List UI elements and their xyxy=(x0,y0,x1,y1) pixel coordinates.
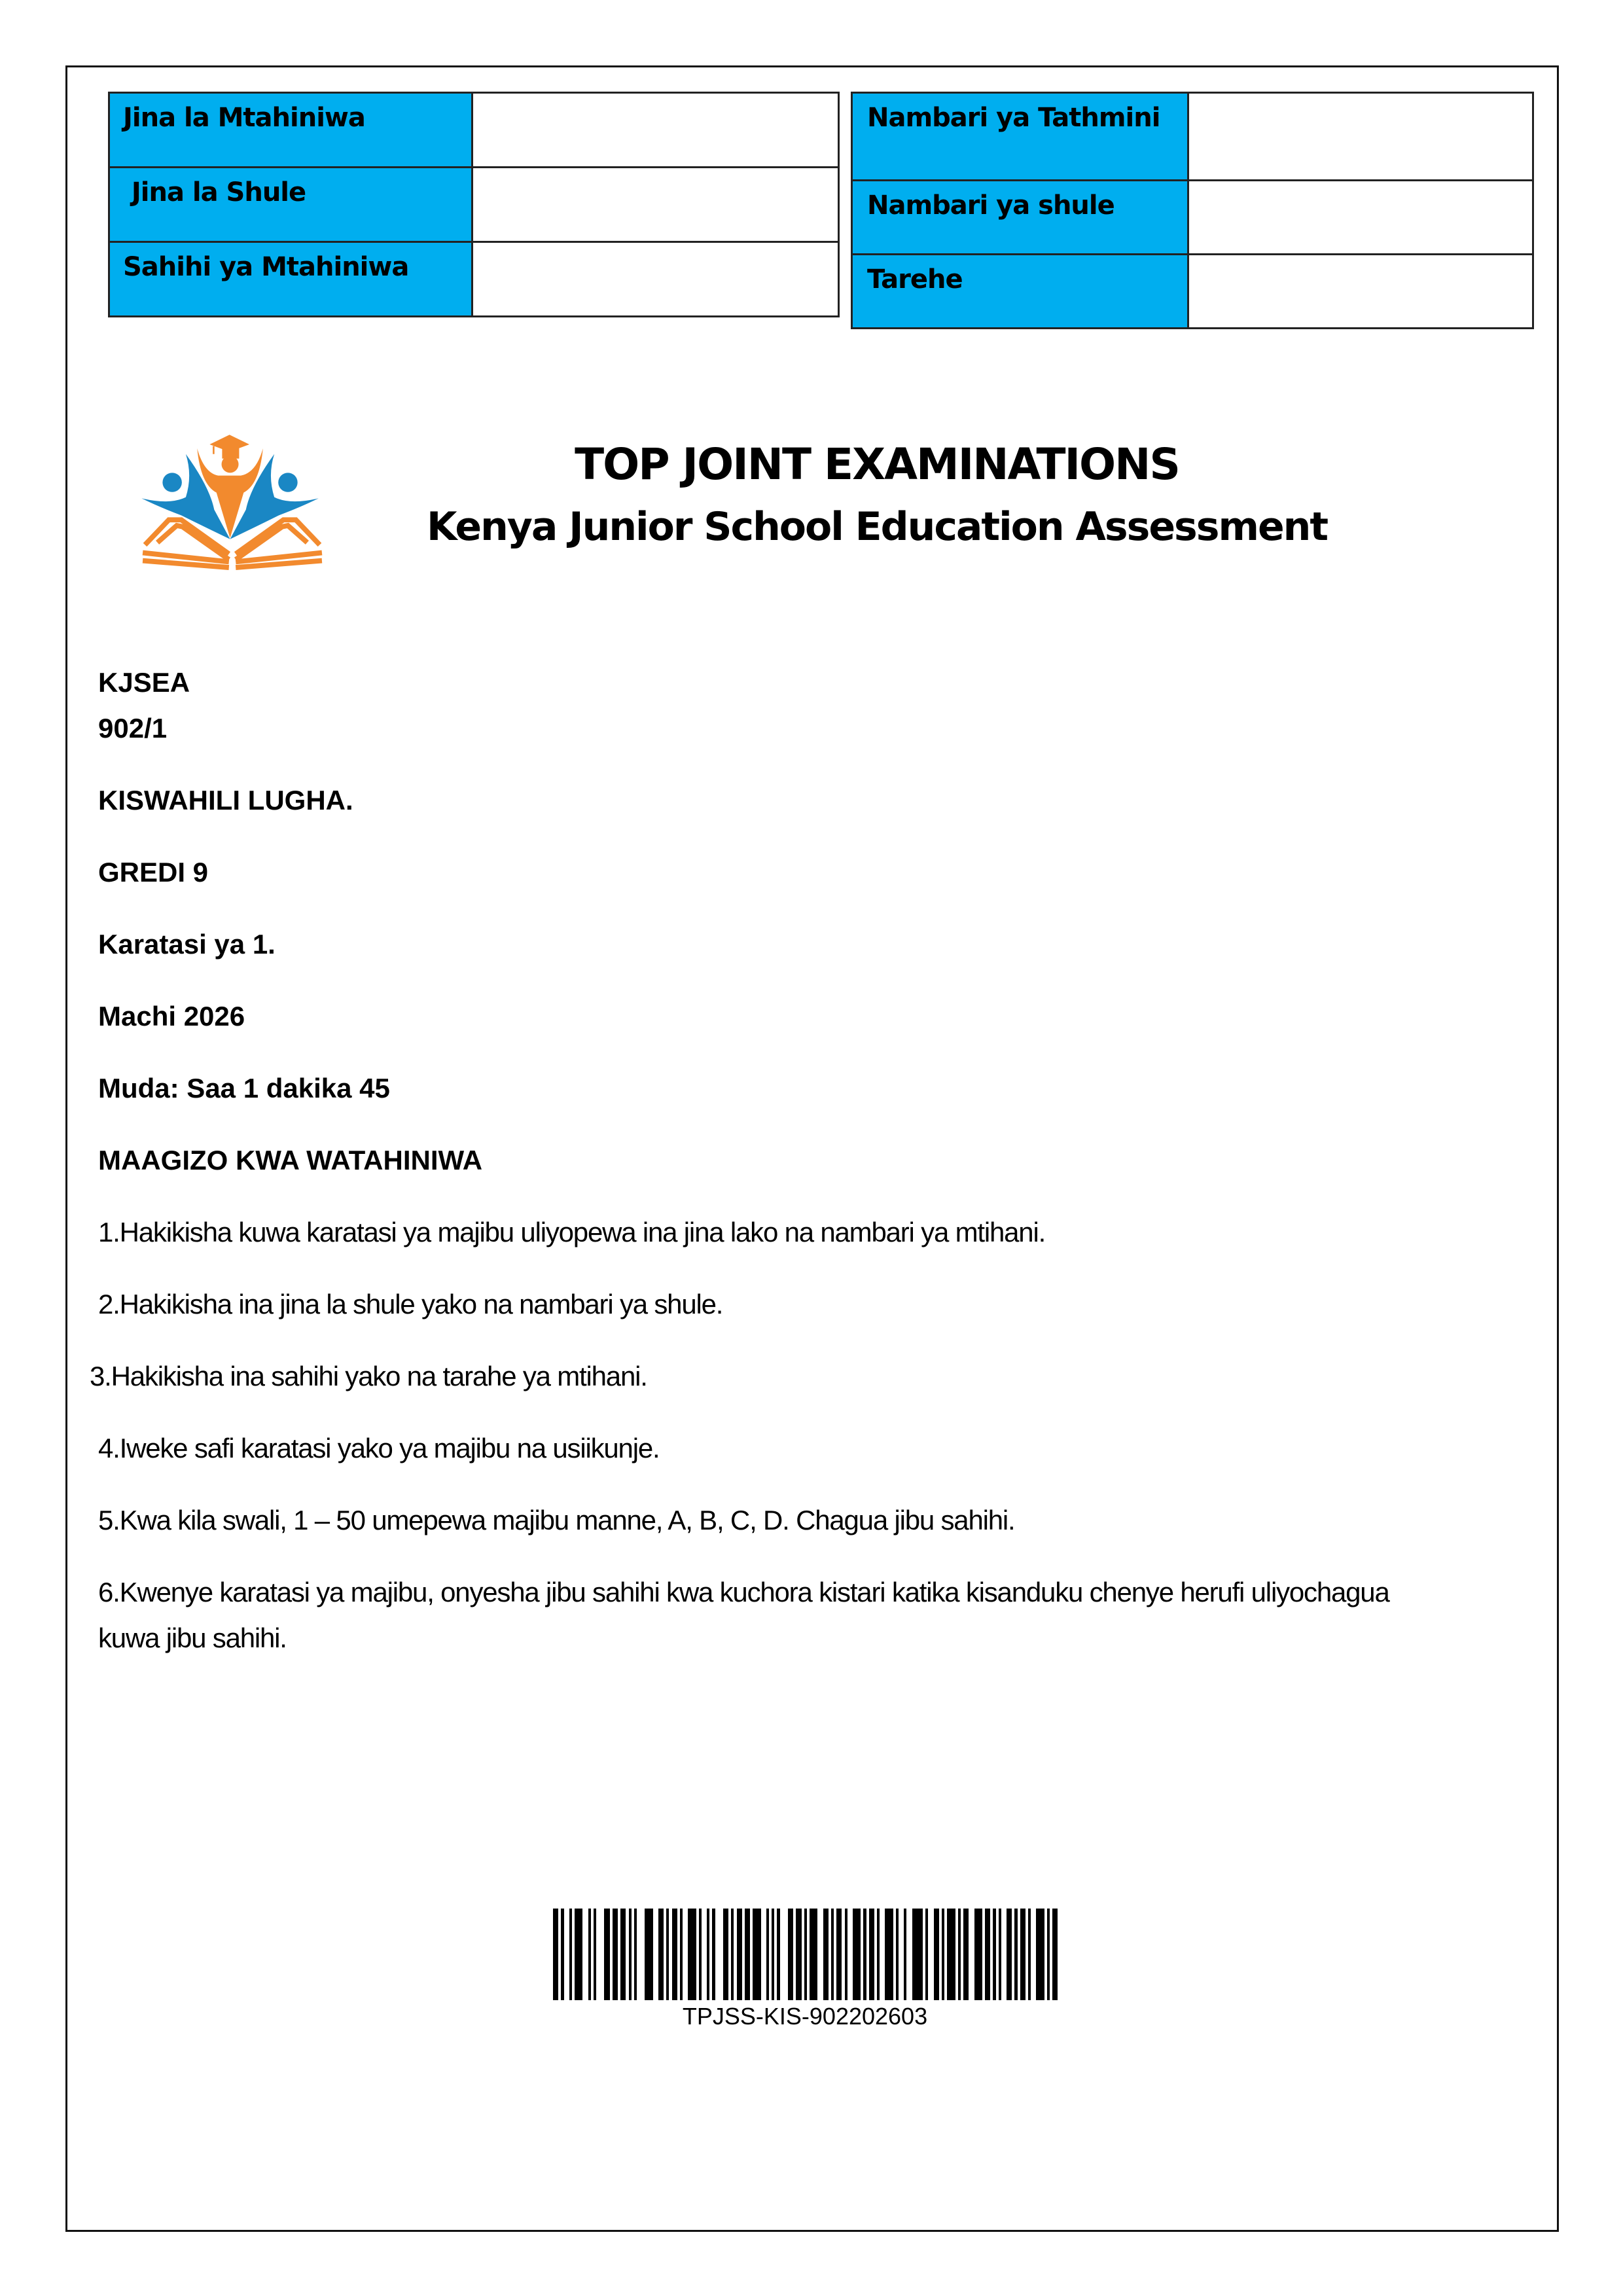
barcode-label: TPJSS-KIS-902202603 xyxy=(682,2003,928,2030)
table-row xyxy=(852,255,1533,329)
date-field[interactable] xyxy=(1188,255,1533,329)
school-number-label: Nambari ya shule xyxy=(852,181,1188,255)
school-number-field[interactable] xyxy=(1188,181,1533,255)
exam-date: Machi 2026 xyxy=(98,1001,245,1031)
graduate-book-logo-icon xyxy=(124,419,340,589)
table-row xyxy=(109,242,839,317)
candidate-signature-field[interactable] xyxy=(473,242,839,317)
grade-label: GREDI 9 xyxy=(98,857,209,888)
table-row xyxy=(852,93,1533,181)
table-row xyxy=(109,168,839,242)
date-label: Tarehe xyxy=(852,255,1188,329)
exam-code: KJSEA xyxy=(98,667,190,698)
school-name-label: Jina la Shule xyxy=(109,168,473,242)
assessment-number-label: Nambari ya Tathmini xyxy=(852,93,1188,181)
paper-number: Karatasi ya 1. xyxy=(98,929,276,960)
table-row xyxy=(852,181,1533,255)
barcode-icon xyxy=(553,1909,1058,2000)
candidate-signature-label: Sahihi ya Mtahiniwa xyxy=(109,242,473,317)
instruction-item: 4.Iweke safi karatasi yako ya majibu na usiikunje. xyxy=(98,1433,660,1463)
table-row xyxy=(109,93,839,168)
instruction-item: 5.Kwa kila swali, 1 – 50 umepewa majibu manne, A, B, C, D. Chagua jibu sahihi. xyxy=(98,1505,1015,1535)
assessment-number-field[interactable] xyxy=(1188,93,1533,181)
paper-code: 902/1 xyxy=(98,713,168,744)
instructions-heading: MAAGIZO KWA WATAHINIWA xyxy=(98,1145,483,1175)
candidate-name-label: Jina la Mtahiniwa xyxy=(109,93,473,168)
instruction-item: 1.Hakikisha kuwa karatasi ya majibu uliyopewa ina jina lako na nambari ya mtihani. xyxy=(98,1217,1046,1247)
exam-header xyxy=(393,435,1361,560)
assessment-subtitle: Kenya Junior School Education Assessment xyxy=(426,504,1328,550)
organization-title: TOP JOINT EXAMINATIONS xyxy=(575,439,1179,490)
school-name-field[interactable] xyxy=(473,168,839,242)
subject-title: KISWAHILI LUGHA. xyxy=(98,785,353,816)
instruction-item: 2.Hakikisha ina jina la shule yako na nambari ya shule. xyxy=(98,1289,723,1319)
instruction-item: 6.Kwenye karatasi ya majibu, onyesha jibu sahihi kwa kuchora kistari katika kisanduku chenye herufi uliyochagua kuwa jibu sahihi. xyxy=(98,1577,1389,1653)
exam-duration: Muda: Saa 1 dakika 45 xyxy=(98,1073,390,1103)
candidate-name-field[interactable] xyxy=(473,93,839,168)
candidate-details-table xyxy=(108,92,840,317)
instruction-item: 3.Hakikisha ina sahihi yako na tarahe ya mtihani. xyxy=(90,1361,647,1391)
assessment-details-table xyxy=(851,92,1534,329)
